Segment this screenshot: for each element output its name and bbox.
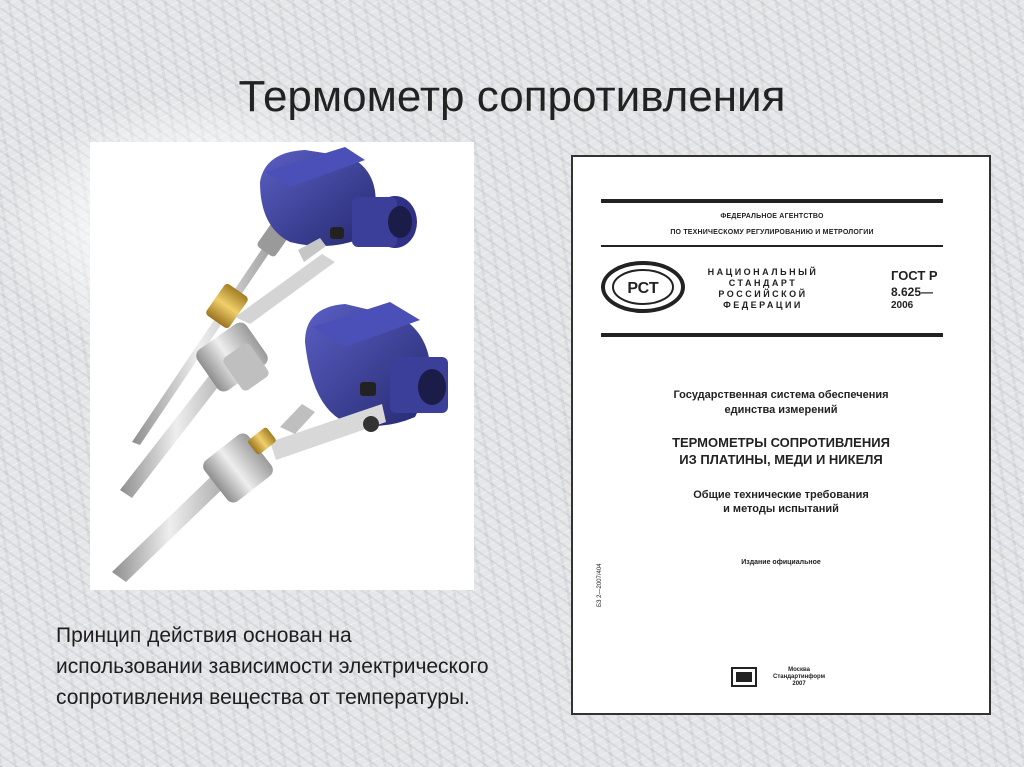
national-standard-line: НАЦИОНАЛЬНЫЙ — [707, 267, 819, 277]
svg-text:РСТ: РСТ — [627, 280, 659, 297]
caption-line: сопротивления вещества от температуры. — [56, 686, 470, 709]
thermometer-probes-image — [90, 142, 474, 590]
gost-year: 2006 — [891, 300, 914, 311]
gost-document-cover — [571, 155, 991, 715]
rule — [601, 245, 943, 247]
document-subtitle: Общие технические требования — [693, 489, 869, 501]
caption-line: Принцип действия основан на — [56, 624, 352, 647]
side-code: БЗ 2—2007/404 — [597, 563, 603, 607]
agency-line: ПО ТЕХНИЧЕСКОМУ РЕГУЛИРОВАНИЮ И МЕТРОЛОГИИ — [670, 229, 874, 236]
national-standard-line: СТАНДАРТ — [728, 278, 798, 288]
publisher-logo-icon — [731, 667, 757, 687]
caption-line: использовании зависимости электрического — [56, 655, 489, 678]
gost-label: ГОСТ Р — [891, 268, 938, 283]
document-subtitle: и методы испытаний — [723, 503, 839, 515]
agency-line: ФЕДЕРАЛЬНОЕ АГЕНТСТВО — [720, 213, 824, 220]
publisher-line: Москва — [788, 667, 810, 673]
top-rule — [601, 199, 943, 203]
edition-label: Издание официальное — [741, 559, 821, 566]
publisher-line: Стандартинформ — [773, 674, 826, 680]
national-standard-line: РОССИЙСКОЙ — [718, 289, 808, 299]
publisher-line: 2007 — [792, 681, 806, 687]
rule — [601, 333, 943, 337]
gost-number: 8.625— — [891, 285, 934, 299]
thermometer-photo — [90, 142, 474, 590]
national-standard-line: ФЕДЕРАЦИИ — [723, 300, 803, 310]
system-line: Государственная система обеспечения — [673, 389, 889, 401]
rst-logo-icon — [601, 261, 685, 313]
publisher-block — [773, 667, 825, 688]
principle-caption — [56, 620, 556, 713]
system-line: единства измерений — [724, 404, 838, 416]
slide-title: Термометр сопротивления — [238, 72, 786, 121]
document-title: ИЗ ПЛАТИНЫ, МЕДИ И НИКЕЛЯ — [679, 452, 883, 467]
document-title: ТЕРМОМЕТРЫ СОПРОТИВЛЕНИЯ — [672, 435, 890, 450]
